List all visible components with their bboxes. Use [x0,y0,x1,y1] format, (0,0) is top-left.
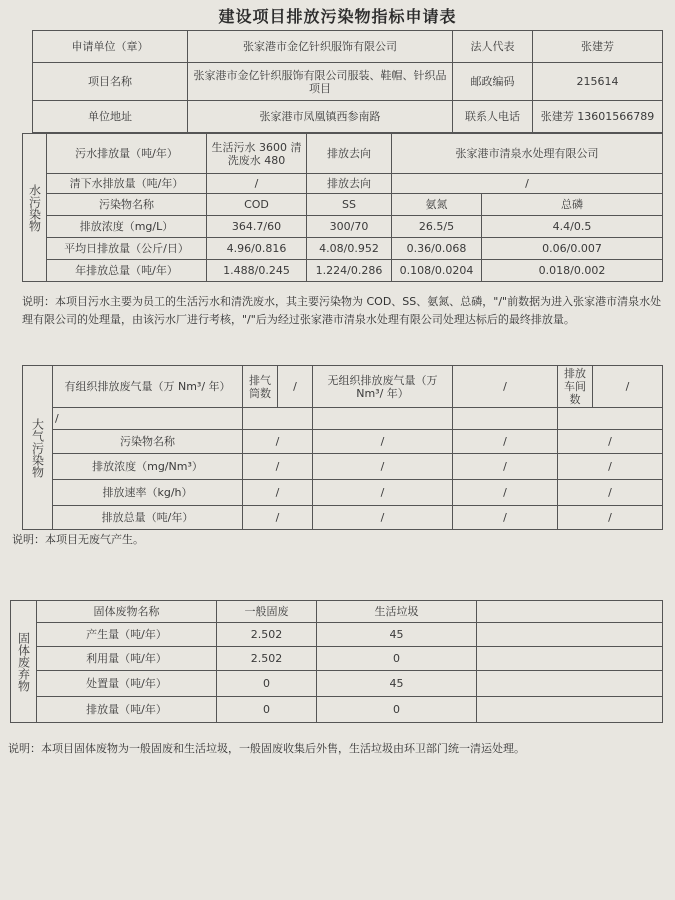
solid-note: 说明：本项目固体废物为一般固废和生活垃圾，一般固废收集后外售，生活垃圾由环卫部门统一清运处理。 [8,742,525,755]
sewage-dest-value: 张家港市清泉水处理有限公司 [392,134,663,174]
postcode-label: 邮政编码 [453,63,533,101]
workshop-value: / [593,366,663,408]
solid-type: 生活垃圾 [317,601,477,623]
water-cell: 4.96/0.816 [207,238,307,260]
sewage-label: 污水排放量（吨/年） [47,134,207,174]
project-label: 项目名称 [33,63,188,101]
air-cell: / [243,454,313,480]
stack-label: 排气筒数 [243,366,278,408]
header-table [32,30,662,133]
air-cell: / [453,430,558,454]
address-label: 单位地址 [33,101,188,133]
postcode-value: 215614 [533,63,663,101]
pollutant-header: 氨氮 [392,194,482,216]
applicant-label: 申请单位（章） [33,31,188,63]
applicant-value: 张家港市金亿针织服饰有限公司 [188,31,453,63]
project-value: 张家港市金亿针织服饰有限公司服装、鞋帽、针织品项目 [188,63,453,101]
air-row-label: 排放浓度（mg/Nm³） [53,454,243,480]
solid-cell: 0 [317,647,477,671]
air-cell: / [243,430,313,454]
water-table [22,133,662,282]
sewage-dest-label: 排放去向 [307,134,392,174]
air-cell: / [453,506,558,530]
solid-cell: 0 [217,671,317,697]
air-cell: / [243,480,313,506]
solid-table [10,600,662,723]
pollutant-header: COD [207,194,307,216]
solid-row-label: 排放量（吨/年） [37,697,217,723]
air-row-label: 污染物名称 [53,430,243,454]
solid-row-label: 产生量（吨/年） [37,623,217,647]
legal-rep-label: 法人代表 [453,31,533,63]
water-cell: 300/70 [307,216,392,238]
organized-value: / [53,408,243,430]
rain-dest-label: 排放去向 [307,174,392,194]
air-cell: / [558,506,663,530]
air-row-label: 排放总量（吨/年） [53,506,243,530]
rain-dest-value: / [392,174,663,194]
legal-rep-value: 张建芳 [533,31,663,63]
sewage-value: 生活污水 3600 清洗废水 480 [207,134,307,174]
water-cell: 364.7/60 [207,216,307,238]
air-cell: / [558,454,663,480]
page-title: 建设项目排放污染物指标申请表 [218,7,457,26]
water-cell: 1.224/0.286 [307,260,392,282]
water-cell: 1.488/0.245 [207,260,307,282]
unorganized-value: / [453,366,558,408]
water-cell: 4.08/0.952 [307,238,392,260]
water-cell: 4.4/0.5 [482,216,663,238]
water-cell: 0.06/0.007 [482,238,663,260]
water-cell: 0.018/0.002 [482,260,663,282]
solid-name-label: 固体废物名称 [37,601,217,623]
address-value: 张家港市凤凰镇西参南路 [188,101,453,133]
pollutant-header: 总磷 [482,194,663,216]
water-cell: 26.5/5 [392,216,482,238]
water-cell: 0.108/0.0204 [392,260,482,282]
air-cell: / [453,454,558,480]
solid-row-label: 利用量（吨/年） [37,647,217,671]
organized-label: 有组织排放废气量（万 Nm³/ 年） [53,366,243,408]
stack-value: / [278,366,313,408]
water-row-label: 年排放总量（吨/年） [47,260,207,282]
contact-value: 张建芳 13601566789 [533,101,663,133]
air-cell: / [313,430,453,454]
unorganized-label: 无组织排放废气量（万 Nm³/ 年） [313,366,453,408]
rain-value: / [207,174,307,194]
solid-cell: 2.502 [217,647,317,671]
solid-cell: 45 [317,671,477,697]
air-row-label: 排放速率（kg/h） [53,480,243,506]
solid-row-label: 处置量（吨/年） [37,671,217,697]
air-cell: / [313,454,453,480]
pollutant-name-label: 污染物名称 [47,194,207,216]
air-cell: / [558,480,663,506]
air-cell: / [243,506,313,530]
workshop-label: 排放车间数 [558,366,593,408]
water-section-label: 水污染物 [23,134,47,282]
solid-cell: 0 [317,697,477,723]
solid-type: 一般固废 [217,601,317,623]
rain-label: 清下水排放量（吨/年） [47,174,207,194]
air-cell: / [313,480,453,506]
air-cell: / [453,480,558,506]
solid-cell: 0 [217,697,317,723]
contact-label: 联系人电话 [453,101,533,133]
water-row-label: 排放浓度（mg/L） [47,216,207,238]
water-cell: 0.36/0.068 [392,238,482,260]
air-section-label: 大气污染物 [23,366,53,530]
air-table [22,365,662,530]
solid-cell: 2.502 [217,623,317,647]
air-cell: / [558,430,663,454]
solid-section-label: 固体废弃物 [11,601,37,723]
air-note: 说明：本项目无废气产生。 [12,533,144,546]
water-row-label: 平均日排放量（公斤/日） [47,238,207,260]
air-cell: / [313,506,453,530]
pollutant-header: SS [307,194,392,216]
solid-cell: 45 [317,623,477,647]
water-note: 说明：本项目污水主要为员工的生活污水和清洗废水，其主要污染物为 COD、SS、氨氮、总磷，"/"前数据为进入张家港市清泉水处理有限公司的处理量，由该污水厂进行考核，"/"后为经过张家港市清泉水处理有限公司处理达标后的最终排放量。 [22,295,662,326]
